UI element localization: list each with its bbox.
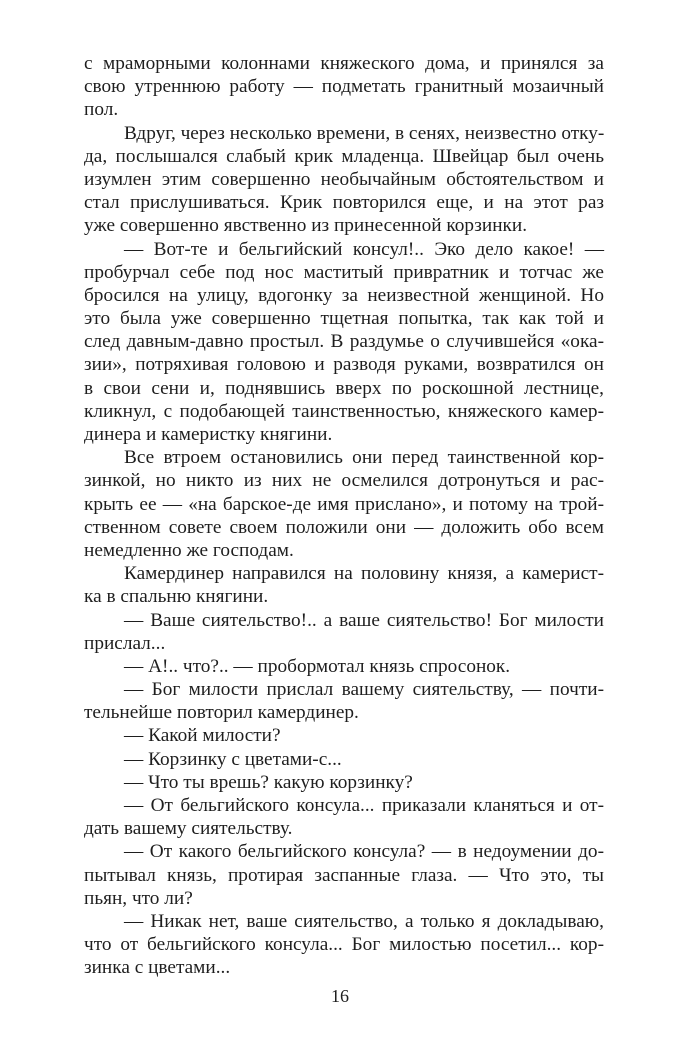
text-line: да, послышался слабый крик младенца. Швейцар был очень (84, 145, 604, 167)
text-line: динера и камеристку княгини. (84, 424, 333, 445)
text-line: Камердинер направился на половину князя, а камерист- (124, 563, 604, 585)
text-line: прислал... (84, 632, 166, 654)
text-line: зии», потряхивая головою и разводя руками, возвратился он (84, 354, 604, 376)
text-line: что от бельгийского консула... Бог милостью посетил... кор- (84, 934, 604, 956)
text-line: — От какого бельгийского консула? — в недоумении до- (124, 841, 604, 863)
text-line: в свои сени и, поднявшись вверх по роскошной лестнице, (84, 377, 604, 399)
text-line: — От бельгийского консула... приказали кланяться и от- (124, 795, 604, 816)
text-line: изумлен этим совершенно необычайным обстоятельством и (84, 168, 604, 190)
text-line: Вдруг, через несколько времени, в сенях, неизвестно отку- (124, 122, 605, 144)
text-line: ка в спальню княгини. (84, 586, 269, 608)
text-line: пол. (84, 99, 119, 121)
text-line: зинка с цветами... (84, 957, 231, 979)
text-line: — Что ты врешь? какую корзинку? (124, 771, 413, 793)
text-line: крыть ее — «на барское-де имя прислано», и потому на трой- (84, 493, 604, 515)
text-line: — Никак нет, ваше сиятельство, а только я докладываю, (124, 910, 604, 932)
body-text (84, 52, 604, 980)
text-line: — Вот-те и бельгийский консул!.. Эко дело какое! — (124, 238, 604, 260)
text-line: немедленно же господам. (84, 539, 294, 561)
text-line: пьян, что ли? (84, 887, 193, 909)
text-line: след давным-давно простыл. В раздумье о случившейся «ока- (84, 331, 604, 353)
text-line: тельнейше повторил камердинер. (84, 702, 359, 724)
text-line: — Бог милости прислал вашему сиятельству, — почти- (124, 679, 604, 701)
text-line: кликнул, с подобающей таинственностью, княжеского камер- (84, 400, 604, 422)
text-line: — Какой милости? (124, 725, 281, 747)
text-line: свою утреннюю работу — подметать гранитный мозаичный (84, 76, 604, 98)
text-line: дать вашему сиятельству. (84, 818, 293, 840)
text-line: — А!.. что?.. — пробормотал князь спросонок. (124, 655, 511, 677)
text-line: пытывал князь, протирая заспанные глаза. — Что это, ты (84, 864, 604, 886)
text-line: — Корзинку с цветами-с... (124, 748, 342, 770)
text-line: бросился на улицу, вдогонку за неизвестной женщиной. Но (84, 284, 604, 306)
text-line: ственном совете своем положили они — доложить обо всем (84, 516, 604, 538)
text-line: это была уже совершенно тщетная попытка, так как той и (84, 308, 604, 330)
text-line: уже совершенно явственно из принесенной корзинки. (84, 215, 528, 237)
text-line: с мраморными колоннами княжеского дома, и принялся за (84, 53, 604, 74)
text-line: зинкой, но никто из них не осмелился дотронуться и рас- (84, 470, 604, 492)
text-line: Все втроем остановились они перед таинственной кор- (124, 447, 604, 469)
text-line: стал прислушиваться. Крик повторился еще, и на этот раз (84, 192, 604, 214)
text-line: — Ваше сиятельство!.. а ваше сиятельство! Бог милости (124, 609, 604, 631)
text-line: пробурчал себе под нос маститый привратник и тотчас же (84, 261, 604, 283)
page-number: 16 (331, 986, 349, 1006)
